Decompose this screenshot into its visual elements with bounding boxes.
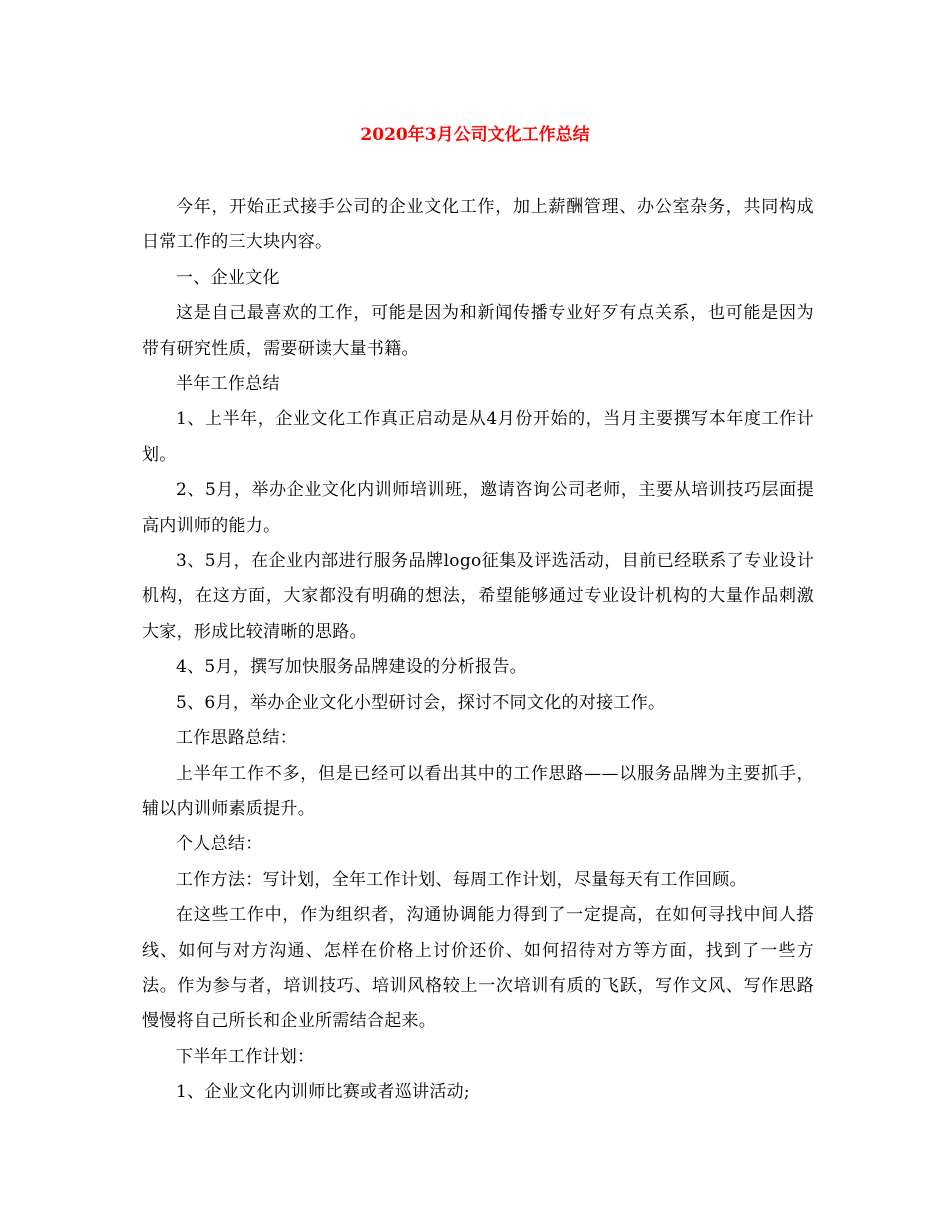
list-item: 5、6月，举办企业文化小型研讨会，探讨不同文化的对接工作。 [176,692,666,713]
list-item: 1、上半年，企业文化工作真正启动是从4月份开始的，当月主要撰写本年度工作计划。 [142,409,814,465]
subsection-heading: 半年工作总结 [176,374,280,395]
subsection-heading: 个人总结： [176,834,263,855]
list-item: 4、5月，撰写加快服务品牌建设的分析报告。 [176,657,527,678]
subsection-heading: 工作思路总结： [176,728,298,749]
paragraph: 在这些工作中，作为组织者，沟通协调能力得到了一定提高，在如何寻找中间人搭线、如何与对方沟通、怎样在价格上讨价还价、如何招待对方等方面，找到了一些方法。作为参与者，培训技巧、培训风格较上一次培训有质的飞跃，写作文风、写作思路慢慢将自己所长和企业所需结合起来。 [142,905,814,1032]
paragraph: 工作方法：写计划，全年工作计划、每周工作计划，尽量每天有工作回顾。 [176,869,747,890]
paragraph: 今年，开始正式接手公司的企业文化工作，加上薪酬管理、办公室杂务，共同构成日常工作的三大块内容。 [142,197,814,253]
list-item: 3、5月，在企业内部进行服务品牌logo征集及评选活动，目前已经联系了专业设计机构，在这方面，大家都没有明确的想法，希望能够通过专业设计机构的大量作品刺激大家，形成比较清晰的思路。 [142,551,814,642]
document-body [142,190,814,1111]
paragraph: 这是自己最喜欢的工作，可能是因为和新闻传播专业好歹有点关系，也可能是因为带有研究性质，需要研读大量书籍。 [142,303,814,359]
paragraph: 上半年工作不多，但是已经可以看出其中的工作思路——以服务品牌为主要抓手，辅以内训师素质提升。 [142,763,814,819]
subsection-heading: 下半年工作计划： [176,1046,315,1067]
document-title: 2020年3月公司文化工作总结 [360,125,590,145]
section-heading: 一、企业文化 [176,267,280,288]
list-item: 1、企业文化内训师比赛或者巡讲活动; [176,1082,470,1103]
list-item: 2、5月，举办企业文化内训师培训班，邀请咨询公司老师，主要从培训技巧层面提高内训师的能力。 [142,480,814,536]
